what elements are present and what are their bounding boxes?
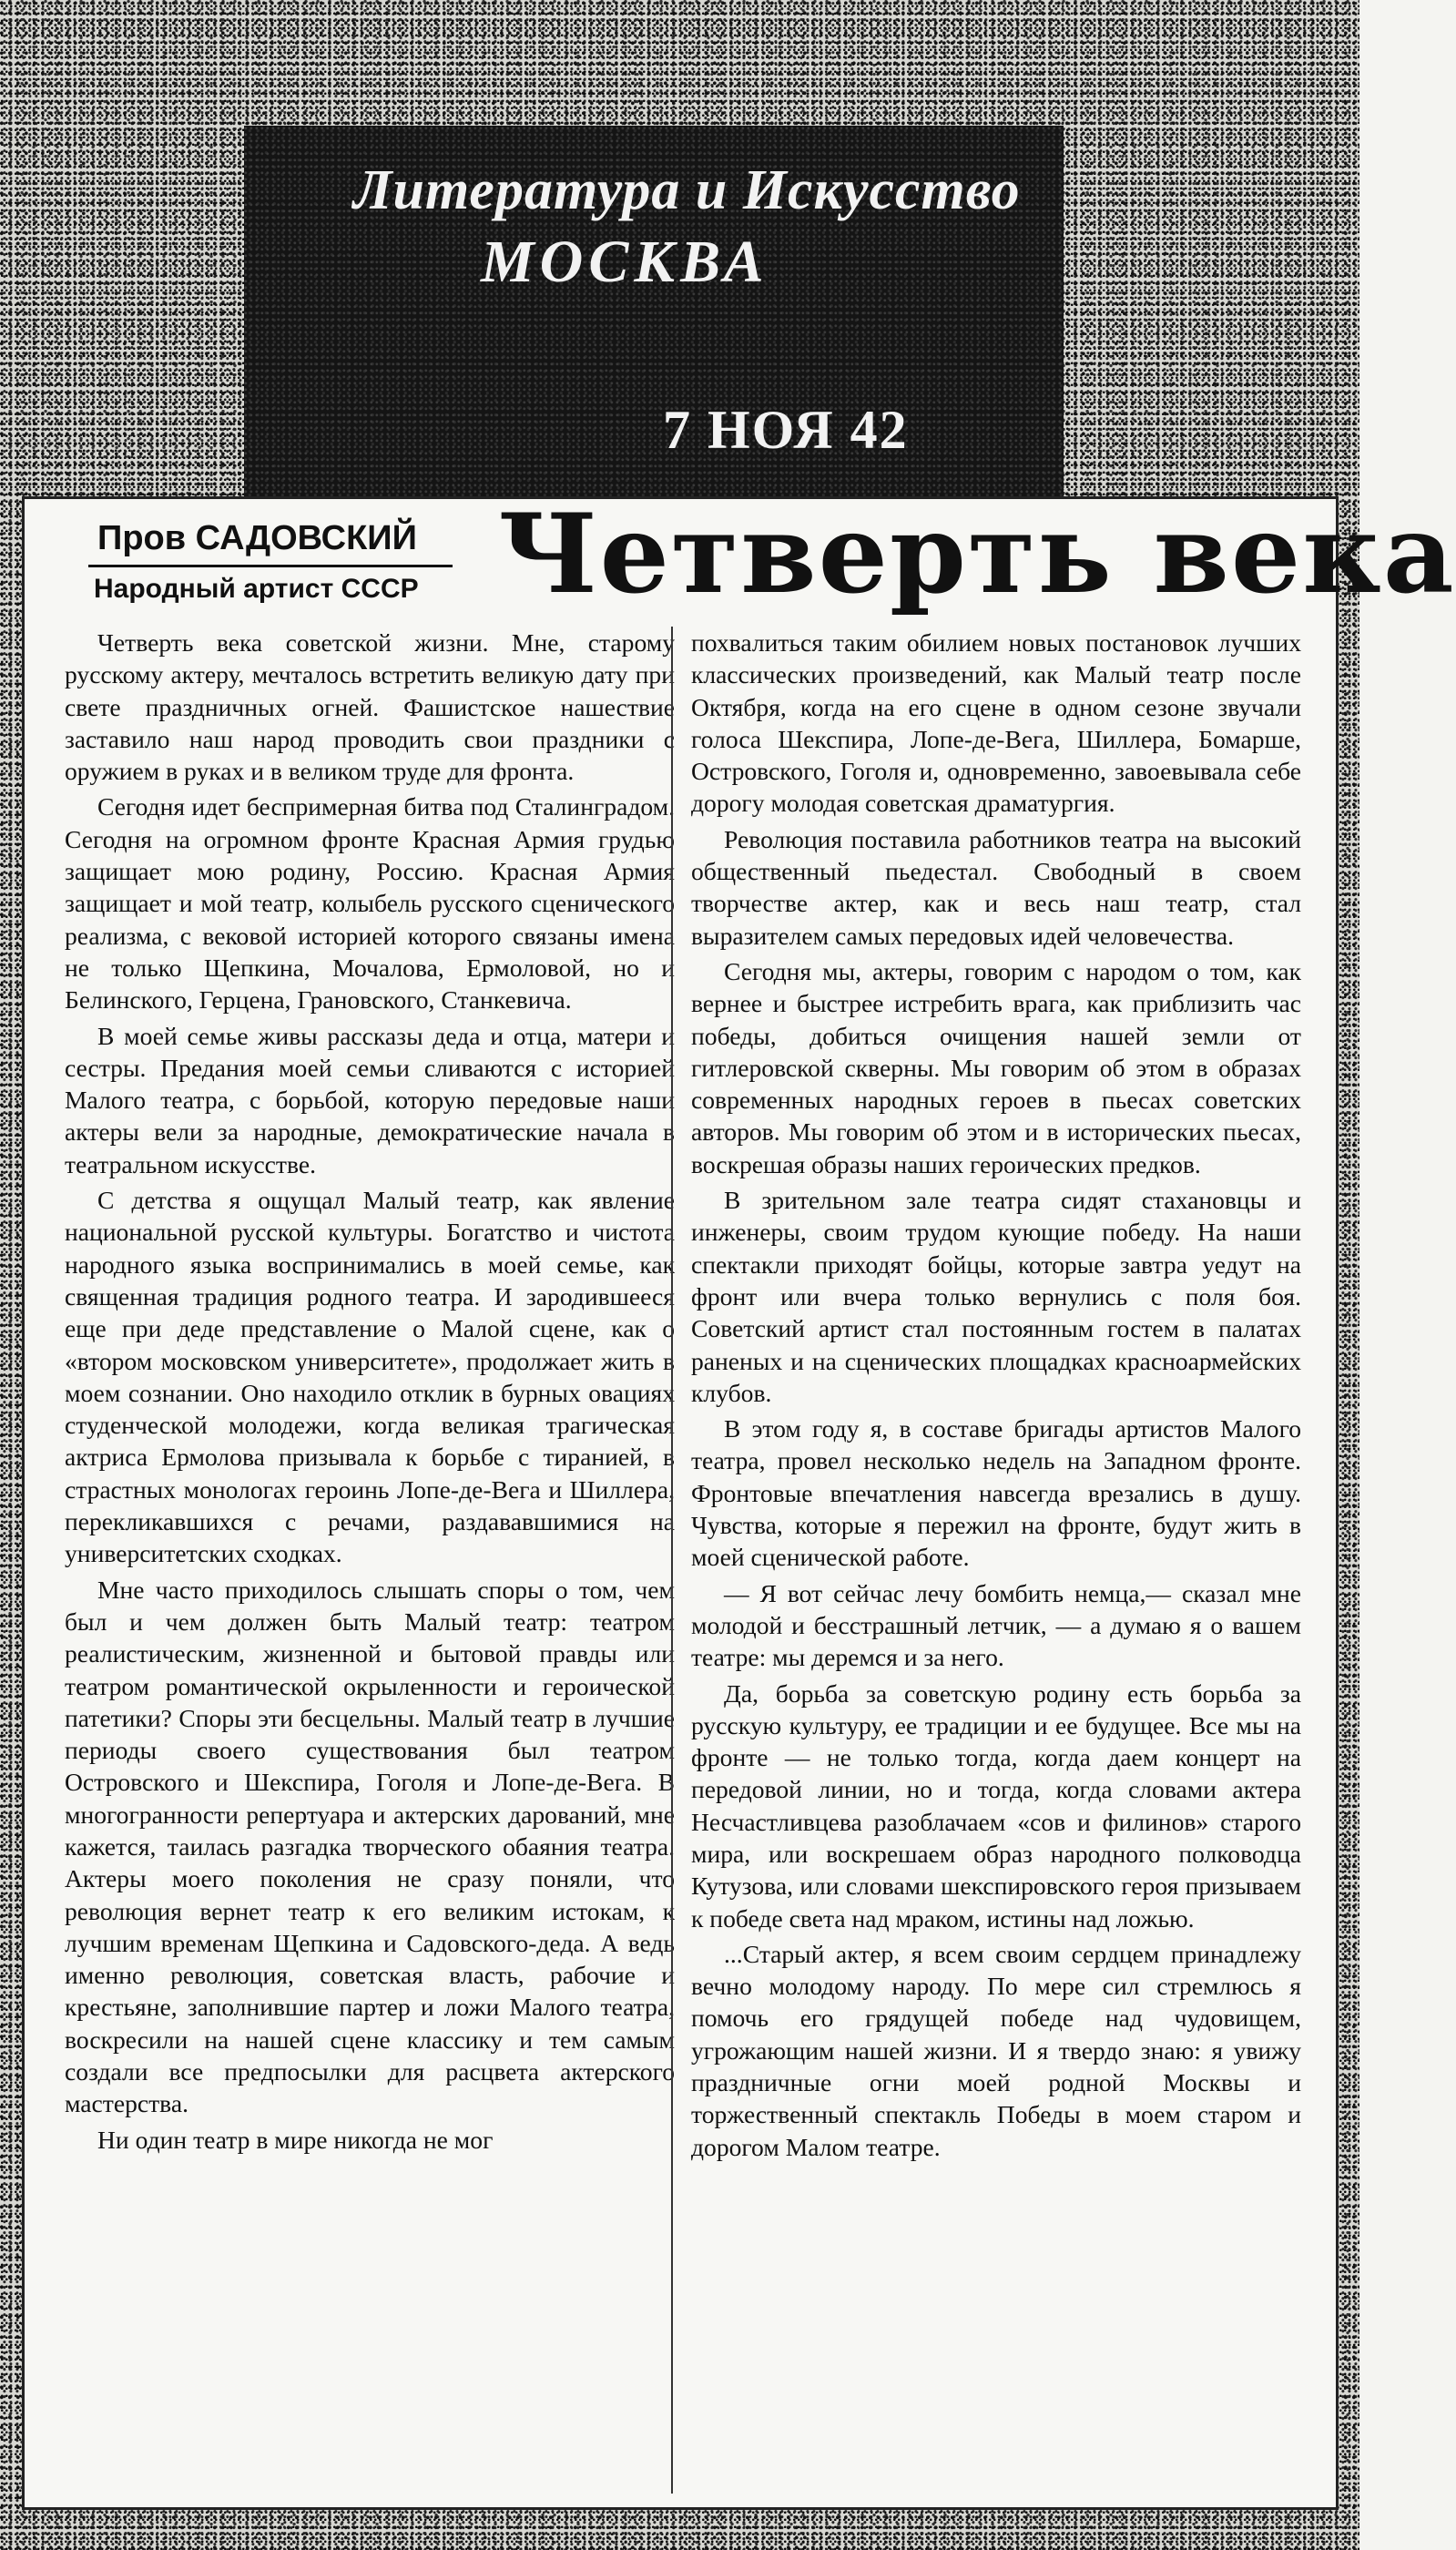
paragraph: В этом году я, в составе бригады артистов Малого театра, провел несколько недель на Западном фронте. Фронтовые впечатления навсегда врезались в душу. Чувства, которые я пережил на фронте, будут жить в моей сценической работе.	[691, 1414, 1301, 1572]
masthead-city: МОСКВА	[481, 229, 769, 295]
paragraph: ...Старый актер, я всем своим сердцем принадлежу вечно молодому народу. По мере сил стремлюсь я помочь его грядущей победе над чудовищем, угрожающим нашей жизни. И я твердо знаю: я увижу праздничные огни моей родной Москвы и торжественный спектакль Победы в моем старом и дорогом Малом театре.	[691, 1939, 1301, 2161]
paragraph: Сегодня идет беспримерная битва под Сталинградом. Сегодня на огромном фронте Красная Армия грудью защищает мою родину, Россию. Красная Армия защищает и мой театр, колыбель русского сценического реализма, с вековой историей которого связаны имена не только Щепкина, Мочалова, Ермоловой, но и Белинского, Герцена, Грановского, Станкевича.	[65, 792, 675, 1015]
paragraph: Четверть века советской жизни. Мне, старому русскому актеру, мечталось встретить великую дату при свете праздничных огней. Фашистское нашествие заставило наш народ проводить свои праздники с оружием в руках и в великом труде для фронта.	[65, 628, 675, 786]
masthead-title: Литература и Искусство	[353, 159, 1021, 221]
paragraph: С детства я ощущал Малый театр, как явление национальной русской культуры. Богатство и чистота народного языка воспринимались в моей семье, как священная традиция родного театра. И зародившееся еще при деде представление о Малой сцене, как о «втором московском университете», продолжает жить в моем сознании. Оно находило отклик в бурных овациях студенческой молодежи, когда великая трагическая актриса Ермолова призывала к борьбе с тиранией, в страстных монологах героинь Лопе-де-Вега и Шиллера, перекликавшихся с речами, раздававшимися на университетских сходках.	[65, 1186, 675, 1568]
author-divider	[88, 565, 453, 567]
paragraph: Мне часто приходилось слышать споры о том, чем был и чем должен быть Малый театр: театром реалистическим, жизненной и бытовой правды или театром романтической окрыленности и героической патетики? Споры эти бесцельны. Малый театр в лучшие периоды своего существования был театром Островского и Шекспира, Гоголя и Лопе-де-Вега. В многогранности репертуара и актерских дарований, мне кажется, таилась разгадка творческого обаяния театра. Актеры моего поколения не сразу поняли, что революция вернет театр к его великим истокам, к лучшим временам Щепкина и Садовского-деда. А ведь именно революция, советская власть, рабочие и крестьяне, заполнившие партер и ложи Малого театра, воскресили на нашей сцене классику и тем самым создали все предпосылки для расцвета актерского мастерства.	[65, 1575, 675, 2118]
article-column-right	[691, 627, 1301, 2494]
paragraph: Революция поставила работников театра на высокий общественный пьедестал. Свободный в своем творчестве актер, как и весь наш театр, стал выразителем самых передовых идей человечества.	[691, 824, 1301, 950]
column-divider	[671, 627, 673, 2494]
article-sheet	[22, 490, 1456, 2510]
paragraph: Ни один театр в мире никогда не мог	[97, 2125, 494, 2154]
article-headline: Четверть века	[498, 490, 1456, 618]
masthead-date: 7 НОЯ 42	[663, 400, 909, 460]
article-column-left	[65, 627, 675, 2494]
paragraph: — Я вот сейчас лечу бомбить немца,— сказал мне молодой и бесстрашный летчик, — а думаю я о вашем театре: мы деремся и за него.	[691, 1578, 1301, 1672]
paragraph: В зрительном зале театра сидят стахановцы и инженеры, своим трудом кующие победу. На наши спектакли приходят бойцы, которые завтра уедут на фронт или вчера только вернулись с поля боя. Советский артист стал постоянным гостем в палатах раненых и на сценических площадках красноармейских клубов.	[691, 1186, 1301, 1407]
paragraph: Да, борьба за советскую родину есть борьба за русскую культуру, ее традиции и ее будущее. Все мы на фронте — не только тогда, когда даем концерт на передовой линии, но и тогда, когда словами актера Несчастливцева разоблачаем «сов и филинов» старого мира, или воскрешаем образ народного полководца Кутузова, или словами шекспировского героя призываем к победе света над мраком, истины над ложью.	[691, 1678, 1301, 1933]
masthead-stamp	[244, 126, 1064, 499]
paragraph: похвалиться таким обилием новых постановок лучших классических произведений, как Малый театр после Октября, когда на его сцене в одном сезоне звучали голоса Шекспира, Лопе-де-Вега, Шиллера, Бомарше, Островского, Гоголя и, одновременно, завоевывала себе дорогу молодая советская драматургия.	[691, 628, 1301, 818]
author-title: Народный артист СССР	[94, 574, 419, 604]
paragraph: Сегодня мы, актеры, говорим с народом о том, как вернее и быстрее истребить врага, как приблизить час победы, добиться очищения нашей земли от гитлеровской скверны. Мы говорим об этом в образах современных народных героев в пьесах советских авторов. Мы говорим об этом и в исторических пьесах, воскрешая образы наших героических предков.	[691, 956, 1301, 1178]
paragraph: В моей семье живы рассказы деда и отца, матери и сестры. Предания моей семьи сливаются с историей Малого театра, с борьбой, которую передовые наши актеры вели за народные, демократические начала в театральном искусстве.	[65, 1021, 675, 1178]
author-name: Пров САДОВСКИЙ	[97, 519, 417, 557]
